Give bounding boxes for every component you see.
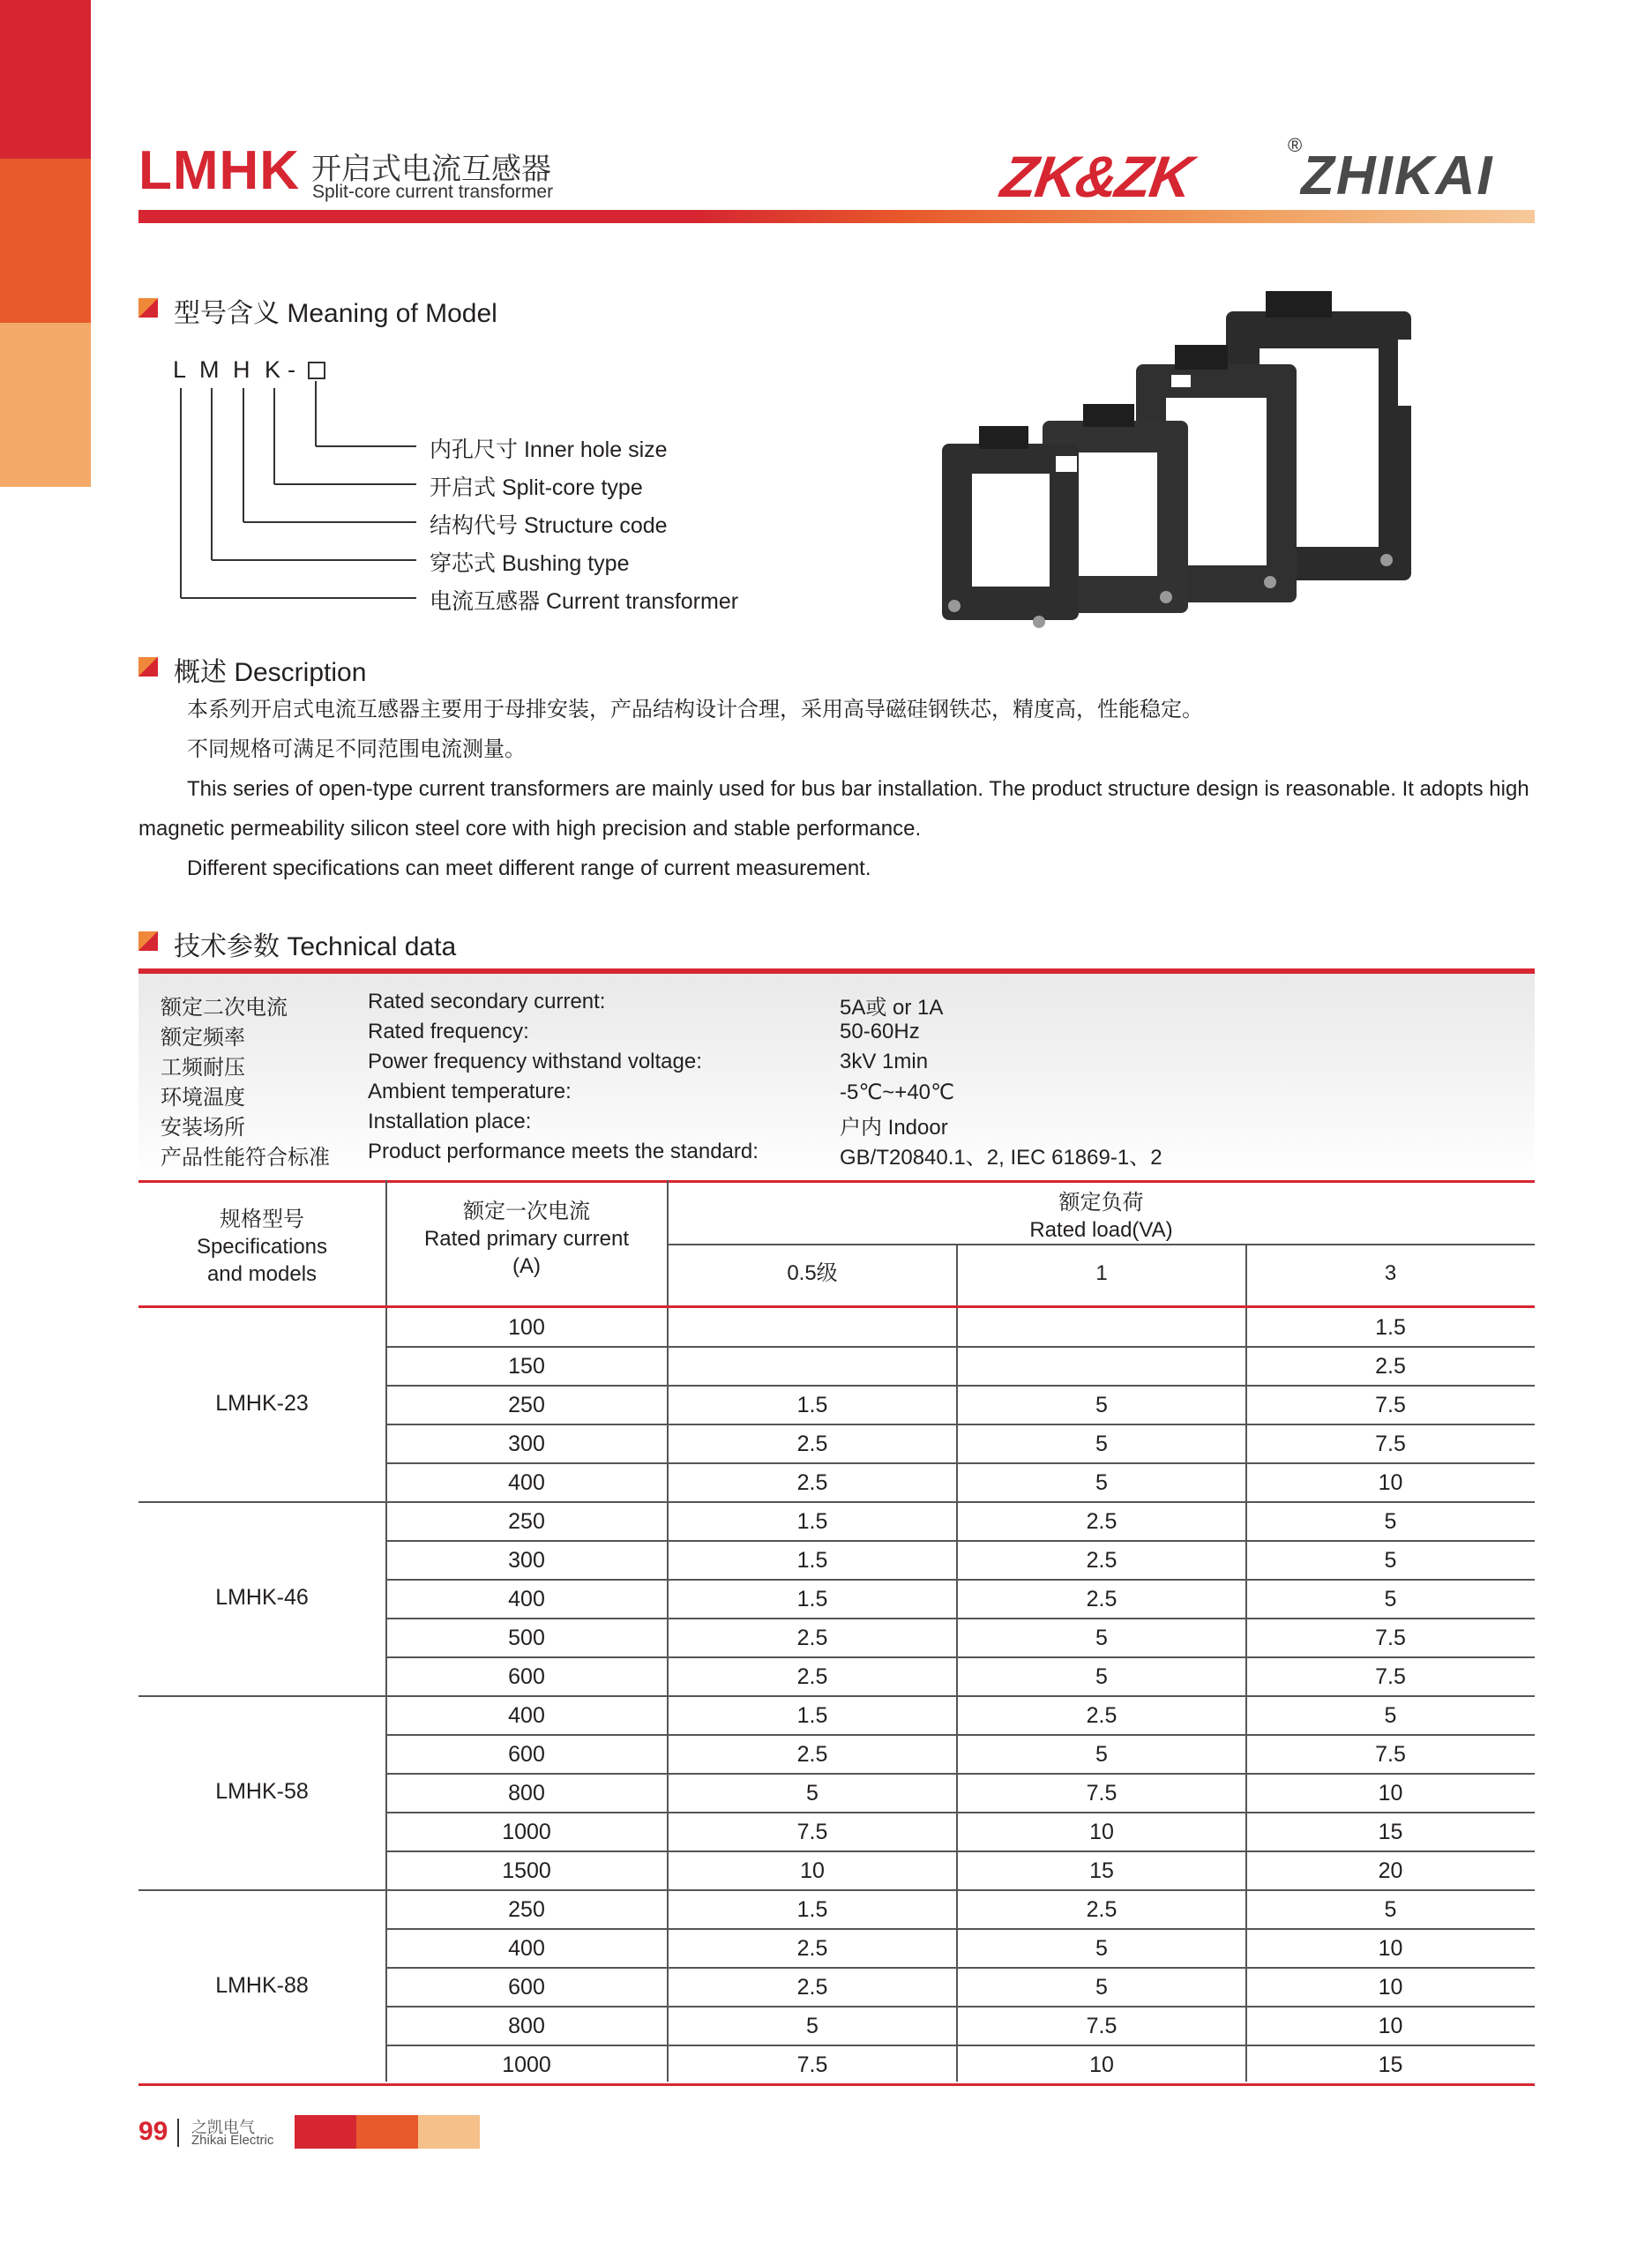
cell-load-0-5: 2.5 — [796, 1432, 828, 1456]
spec-row — [138, 1110, 1535, 1140]
header-primary-en: Rated primary current — [423, 1227, 630, 1251]
cell-load-0-5: 1.5 — [796, 1587, 828, 1611]
cell-load-0-5: 10 — [800, 1858, 825, 1883]
product-code: LMHK — [138, 140, 301, 201]
cell-load-1 — [957, 1308, 1246, 1347]
section-heading-description — [138, 650, 668, 685]
header-rated-load — [668, 1189, 1535, 1244]
meaning-structure-code: 结构代号 Structure code — [430, 513, 668, 538]
footer-bar-orange — [356, 2115, 418, 2149]
cell-primary-current: 500 — [508, 1626, 545, 1650]
header-primary-cn: 额定一次电流 — [463, 1200, 590, 1223]
cell-load-3: 10 — [1378, 1781, 1403, 1806]
cell-primary-current: 100 — [508, 1315, 545, 1340]
cell-load-3: 7.5 — [1375, 1393, 1406, 1417]
spec-label-cn: 额定二次电流 — [161, 996, 288, 1020]
cell-primary-current: 400 — [508, 1587, 545, 1611]
section-title: 技术参数 Technical data — [174, 932, 457, 961]
registered-mark: ® — [1288, 134, 1303, 156]
cell-primary-current: 300 — [508, 1432, 545, 1456]
cell-primary-current: 1500 — [502, 1858, 551, 1883]
cell-load-1: 5 — [1095, 1626, 1108, 1650]
cell-load-1: 15 — [1089, 1858, 1114, 1883]
spec-label-cn: 安装场所 — [161, 1116, 245, 1140]
spec-panel — [138, 974, 1535, 1182]
spec-row — [138, 1020, 1535, 1050]
cell-load-3: 10 — [1378, 1470, 1403, 1495]
footer-company-cn: 之凯电气 — [191, 2119, 255, 2136]
cell-primary-current: 250 — [508, 1897, 545, 1922]
cell-load-3: 20 — [1378, 1858, 1403, 1883]
cell-model: LMHK-23 — [215, 1391, 309, 1416]
cell-load-1 — [957, 1347, 1246, 1386]
cell-load-0-5 — [668, 1347, 957, 1386]
cell-load-0-5: 7.5 — [796, 2052, 828, 2077]
spec-label-cn: 环境温度 — [161, 1086, 245, 1110]
cell-load-1: 2.5 — [1086, 1897, 1118, 1922]
section-title: 概述 Description — [174, 658, 367, 687]
cell-primary-current: 600 — [508, 1664, 545, 1689]
header-model — [138, 1206, 385, 1288]
cell-load-0-5: 5 — [806, 1781, 819, 1806]
meaning-inner-hole-size: 内孔尺寸 Inner hole size — [430, 437, 668, 462]
header-model-en2: and models — [206, 1262, 318, 1286]
section-heading-technical — [138, 924, 668, 960]
model-letter-m: M — [199, 356, 220, 383]
cell-load-0-5: 2.5 — [796, 1742, 828, 1767]
cell-load-3: 5 — [1384, 1587, 1397, 1611]
spec-label-cn: 工频耐压 — [161, 1056, 245, 1080]
cell-load-1: 2.5 — [1086, 1509, 1118, 1534]
description-paragraph: Different specifications can meet different range of current measurement. — [187, 856, 871, 880]
spec-value: GB/T20840.1、2, IEC 61869-1、2 — [840, 1146, 1162, 1170]
header-gradient-rule — [138, 210, 1535, 223]
cell-primary-current: 300 — [508, 1548, 545, 1573]
spec-label-cn: 额定频率 — [161, 1026, 245, 1050]
spec-row — [138, 1080, 1535, 1110]
cell-load-1: 7.5 — [1086, 2014, 1118, 2038]
cell-load-0-5: 1.5 — [796, 1703, 828, 1728]
cell-load-1: 5 — [1095, 1470, 1108, 1495]
cell-load-0-5: 1.5 — [796, 1393, 828, 1417]
cell-load-0-5: 2.5 — [796, 1626, 828, 1650]
cell-load-1: 10 — [1089, 2052, 1114, 2077]
cell-primary-current: 400 — [508, 1703, 545, 1728]
cell-primary-current: 250 — [508, 1393, 545, 1417]
section-marker-icon — [138, 657, 158, 677]
cell-load-3: 1.5 — [1375, 1315, 1406, 1340]
meaning-split-core-type: 开启式 Split-core type — [430, 475, 643, 500]
model-dash: - — [288, 356, 295, 383]
description-paragraph: magnetic permeability silicon steel core with high precision and stable performance. — [138, 817, 922, 841]
product-name-cn: 开启式电流互感器 — [311, 153, 551, 186]
cell-primary-current: 1000 — [502, 2052, 551, 2077]
spec-label-en: Power frequency withstand voltage: — [368, 1050, 702, 1073]
cell-load-3: 15 — [1378, 1820, 1403, 1844]
cell-model: LMHK-88 — [215, 1973, 309, 1998]
meaning-current-transformer: 电流互感器 Current transformer — [430, 589, 739, 614]
cell-load-3: 7.5 — [1375, 1626, 1406, 1650]
spec-label-en: Installation place: — [368, 1110, 532, 1133]
side-strip-orange — [0, 159, 91, 323]
header-class-0-5: 0.5级 — [787, 1261, 838, 1285]
cell-primary-current: 600 — [508, 1975, 545, 2000]
cell-load-3: 5 — [1384, 1548, 1397, 1573]
cell-load-3: 7.5 — [1375, 1742, 1406, 1767]
cell-load-0-5: 1.5 — [796, 1509, 828, 1534]
transformer-small — [942, 426, 1079, 628]
header-divider — [668, 1244, 1535, 1245]
cell-load-0-5 — [668, 1308, 957, 1347]
spec-value: 户内 Indoor — [840, 1116, 948, 1140]
spec-label-en: Rated frequency: — [368, 1020, 529, 1043]
cell-load-3: 10 — [1378, 2014, 1403, 2038]
spec-row — [138, 1050, 1535, 1080]
cell-load-3: 5 — [1384, 1703, 1397, 1728]
description-paragraph: 本系列开启式电流互感器主要用于母排安装，产品结构设计合理，采用高导磁硅钢铁芯，精度高，性能稳定。 — [187, 698, 1203, 722]
header-load-cn: 额定负荷 — [1058, 1191, 1144, 1215]
header-load-en: Rated load(VA) — [1029, 1218, 1173, 1242]
cell-load-3: 10 — [1378, 1936, 1403, 1961]
cell-primary-current: 1000 — [502, 1820, 551, 1844]
cell-primary-current: 250 — [508, 1509, 545, 1534]
cell-load-1: 5 — [1095, 1936, 1108, 1961]
spec-row — [138, 1140, 1535, 1170]
footer-company-en: Zhikai Electric — [191, 2133, 274, 2148]
cell-load-1: 7.5 — [1086, 1781, 1118, 1806]
cell-load-1: 5 — [1095, 1432, 1108, 1456]
cell-primary-current: 400 — [508, 1470, 545, 1495]
cell-load-0-5: 2.5 — [796, 1975, 828, 2000]
cell-load-1: 2.5 — [1086, 1587, 1118, 1611]
cell-primary-current: 150 — [508, 1354, 545, 1379]
page-number: 99 — [138, 2117, 168, 2146]
header-model-en1: Specifications — [196, 1235, 328, 1259]
side-strip-light-orange — [0, 323, 91, 487]
header-model-cn: 规格型号 — [220, 1208, 304, 1231]
model-size-placeholder-box — [308, 362, 325, 379]
cell-load-1: 5 — [1095, 1742, 1108, 1767]
model-letter-h: H — [233, 356, 250, 383]
cell-model: LMHK-46 — [215, 1585, 309, 1610]
product-photo — [935, 287, 1438, 639]
cell-load-3: 7.5 — [1375, 1664, 1406, 1689]
footer-color-bar — [295, 2115, 480, 2149]
footer-divider — [177, 2119, 179, 2147]
spec-label-en: Ambient temperature: — [368, 1080, 572, 1103]
cell-primary-current: 600 — [508, 1742, 545, 1767]
cell-load-1: 5 — [1095, 1975, 1108, 2000]
section-title: 型号含义 Meaning of Model — [174, 299, 497, 328]
brand-logo-mark: ZK&ZK — [997, 144, 1195, 209]
model-letter-l: L — [173, 356, 187, 383]
spec-value: 5A或 or 1A — [840, 996, 944, 1020]
cell-load-3: 10 — [1378, 1975, 1403, 2000]
meaning-bushing-type: 穿芯式 Bushing type — [430, 551, 630, 576]
side-color-strip — [0, 0, 91, 487]
section-marker-icon — [138, 298, 158, 318]
header-class-1: 1 — [1095, 1261, 1108, 1285]
cell-primary-current: 800 — [508, 1781, 545, 1806]
cell-load-0-5: 2.5 — [796, 1664, 828, 1689]
cell-load-1: 2.5 — [1086, 1703, 1118, 1728]
spec-row — [138, 990, 1535, 1020]
cell-load-1: 5 — [1095, 1393, 1108, 1417]
footer-bar-red — [295, 2115, 356, 2149]
cell-load-3: 5 — [1384, 1897, 1397, 1922]
cell-load-1: 2.5 — [1086, 1548, 1118, 1573]
cell-load-1: 5 — [1095, 1664, 1108, 1689]
cell-primary-current: 400 — [508, 1936, 545, 1961]
cell-load-0-5: 2.5 — [796, 1470, 828, 1495]
spec-value: -5℃~+40℃ — [840, 1080, 954, 1104]
description-paragraph: 不同规格可满足不同范围电流测量。 — [187, 737, 526, 761]
cell-primary-current: 800 — [508, 2014, 545, 2038]
spec-label-en: Rated secondary current: — [368, 990, 606, 1013]
cell-load-3: 15 — [1378, 2052, 1403, 2077]
model-letter-k: K — [265, 356, 281, 383]
table-top-rule — [138, 1180, 1535, 1183]
header-primary-current — [385, 1198, 668, 1280]
cell-load-0-5: 1.5 — [796, 1548, 828, 1573]
side-strip-red — [0, 0, 91, 159]
page-footer — [138, 2115, 491, 2150]
cell-load-3: 7.5 — [1375, 1432, 1406, 1456]
spec-value: 50-60Hz — [840, 1020, 920, 1043]
spec-label-en: Product performance meets the standard: — [368, 1140, 759, 1163]
cell-load-3: 2.5 — [1375, 1354, 1406, 1379]
cell-load-0-5: 5 — [806, 2014, 819, 2038]
header-class-3: 3 — [1384, 1261, 1397, 1285]
section-heading-model — [138, 291, 668, 326]
footer-bar-light — [418, 2115, 480, 2149]
description-paragraph: This series of open-type current transformers are mainly used for bus bar installation. The product structure design is reasonable. It adopts high — [187, 777, 1529, 801]
cell-model: LMHK-58 — [215, 1779, 309, 1804]
section-marker-icon — [138, 931, 158, 951]
cell-load-3: 5 — [1384, 1509, 1397, 1534]
cell-load-0-5: 1.5 — [796, 1897, 828, 1922]
spec-value: 3kV 1min — [840, 1050, 929, 1073]
spec-label-cn: 产品性能符合标准 — [161, 1146, 330, 1170]
cell-load-0-5: 2.5 — [796, 1936, 828, 1961]
brand-name: ZHIKAI — [1301, 146, 1494, 206]
header-primary-unit: (A) — [512, 1254, 541, 1278]
cell-load-1: 10 — [1089, 1820, 1114, 1844]
cell-load-0-5: 7.5 — [796, 1820, 828, 1844]
product-name-en: Split-core current transformer — [312, 182, 554, 202]
table-bottom-rule — [138, 2083, 1535, 2086]
